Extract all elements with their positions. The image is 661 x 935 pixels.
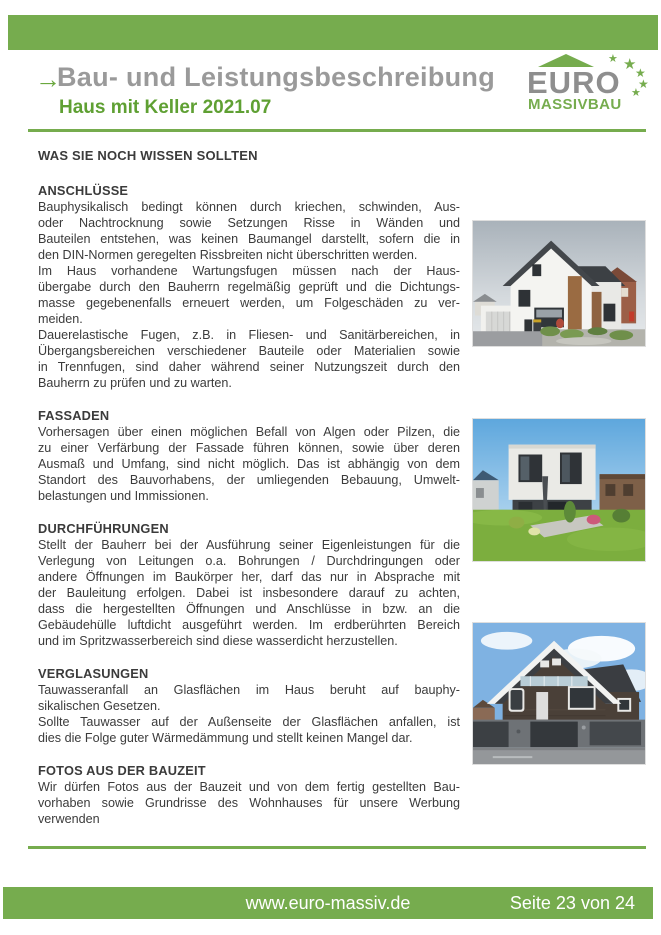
- text-line: Ausmaß und Umfang, sind nicht möglich. Das ist abhängig von dem: [38, 457, 460, 471]
- text-line: dass die hergestellten Öffnungen und Anschlüsse in bzw. an die: [38, 602, 460, 616]
- section-anschluesse: [38, 183, 460, 391]
- logo-massivbau-text: MASSIVBAU: [528, 96, 622, 113]
- section-fassaden: [38, 408, 460, 504]
- text-line: Standort des Bauvorhabens, der umliegenden Bebauung, Umwelt-: [38, 473, 460, 487]
- star-icon: ★: [638, 77, 649, 91]
- page-subtitle: Haus mit Keller 2021.07: [59, 97, 272, 118]
- text-line: in Trennfugen, sind daher während seiner Nutzungszeit durch den: [38, 360, 460, 374]
- footer-divider: [28, 846, 646, 849]
- top-accent-bar: [8, 15, 658, 50]
- text-line: der Bauleitung erfolgen. Dabei ist insbesondere darauf zu achten,: [38, 586, 460, 600]
- section-heading: FASSADEN: [38, 408, 110, 423]
- section-heading: ANSCHLÜSSE: [38, 183, 129, 198]
- text-line: den DIN-Normen geregelten Rissbreiten nicht überschritten werden.: [38, 248, 418, 262]
- text-line: Tauwasseranfall an Glasflächen im Haus beruht auf bauphy-: [38, 683, 460, 697]
- header-divider: [28, 129, 646, 132]
- intro-heading: WAS SIE NOCH WISSEN SOLLTEN: [38, 148, 258, 163]
- section-durchfuehrungen: [38, 521, 460, 649]
- section-heading: VERGLASUNGEN: [38, 666, 149, 681]
- text-line: zu einer Verfärbung der Fassade führen können, sowie über deren: [38, 441, 460, 455]
- text-line: masse gegebenenfalls erneuert werden, um Folgeschäden zu ver-: [38, 296, 460, 310]
- star-icon: ★: [608, 53, 618, 65]
- text-line: sikalischen Gesetzen.: [38, 699, 161, 713]
- text-line: Gebäudehülle luftdicht ausgeführt werden. Im erdberührten Bereich: [38, 618, 460, 632]
- text-line: übergabe durch den Bauherrn regelmäßig geprüft und die Dichtungs-: [38, 280, 460, 294]
- text-line: Bauphysikalisch bedingt können durch kriechen, schwinden, Aus-: [38, 200, 460, 214]
- photo-house-clinker: [472, 622, 646, 765]
- star-icon: ★: [623, 56, 637, 73]
- section-verglasungen: [38, 666, 460, 746]
- text-line: dies die Folge guter Wärmedämmung und stellt keinen Mangel dar.: [38, 731, 413, 745]
- star-icon: ★: [635, 66, 646, 80]
- text-line: oder Nachtrocknung sowie Setzungen Risse in Wänden und: [38, 216, 460, 230]
- text-line: Sollte Tauwasser auf der Außenseite der Glasflächen anfallen, ist: [38, 715, 460, 729]
- text-line: Vorhersagen über einen möglichen Befall von Algen oder Pilzen, die: [38, 425, 460, 439]
- section-fotos: [38, 763, 460, 827]
- footer-page-indicator: Seite 23 von 24: [509, 893, 635, 913]
- text-line: meiden.: [38, 312, 83, 326]
- text-line: Dauerelastische Fugen, z.B. in Fliesen- und Sanitärbereichen, in: [38, 328, 460, 342]
- star-icon: ★: [631, 87, 641, 99]
- section-heading: DURCHFÜHRUNGEN: [38, 521, 169, 536]
- content-column: [38, 148, 460, 844]
- text-line: andere Öffnungen im Baukörper her, darf das nur in Absprache mit: [38, 570, 460, 584]
- text-line: Bauteilen entstehen, was keinen Baumangel darstellt, sofern die in: [38, 232, 460, 246]
- footer-website-link[interactable]: www.euro-massiv.de: [245, 893, 411, 913]
- page-title: Bau- und Leistungsbeschreibung: [57, 62, 496, 92]
- text-line: Im Haus vorhandene Wartungsfugen müssen nach der Haus-: [38, 264, 460, 278]
- euro-massivbau-logo: [520, 50, 655, 116]
- text-line: Verlegung von Leitungen o.a. Bohrungen / Durchdringungen oder: [38, 554, 460, 568]
- section-heading: FOTOS AUS DER BAUZEIT: [38, 763, 206, 778]
- text-line: Bauherrn zu prüfen und zu warten.: [38, 376, 232, 390]
- arrow-icon: →: [35, 64, 61, 94]
- text-line: vorhaben sowie Grundrisse des Wohnhauses für unsere Werbung: [38, 796, 460, 810]
- logo-euro-text: EURO: [527, 65, 621, 100]
- text-line: Stellt der Bauherr bei der Ausführung seiner Eigenleistungen für die: [38, 538, 460, 552]
- footer-bar: [3, 887, 653, 919]
- text-line: Wir dürfen Fotos aus der Bauzeit und von dem fertig gestellten Bau-: [38, 780, 460, 794]
- text-line: verwenden: [38, 812, 100, 826]
- photo-house-modern-flat: [472, 418, 646, 562]
- text-line: belastungen und Immissionen.: [38, 489, 209, 503]
- text-line: und im Spritzwasserbereich sind diese wasserdicht herzustellen.: [38, 634, 398, 648]
- text-line: Übergangsbereichen verschiedener Bauteile oder Materialien sowie: [38, 344, 460, 358]
- photo-house-traditional: [472, 220, 646, 347]
